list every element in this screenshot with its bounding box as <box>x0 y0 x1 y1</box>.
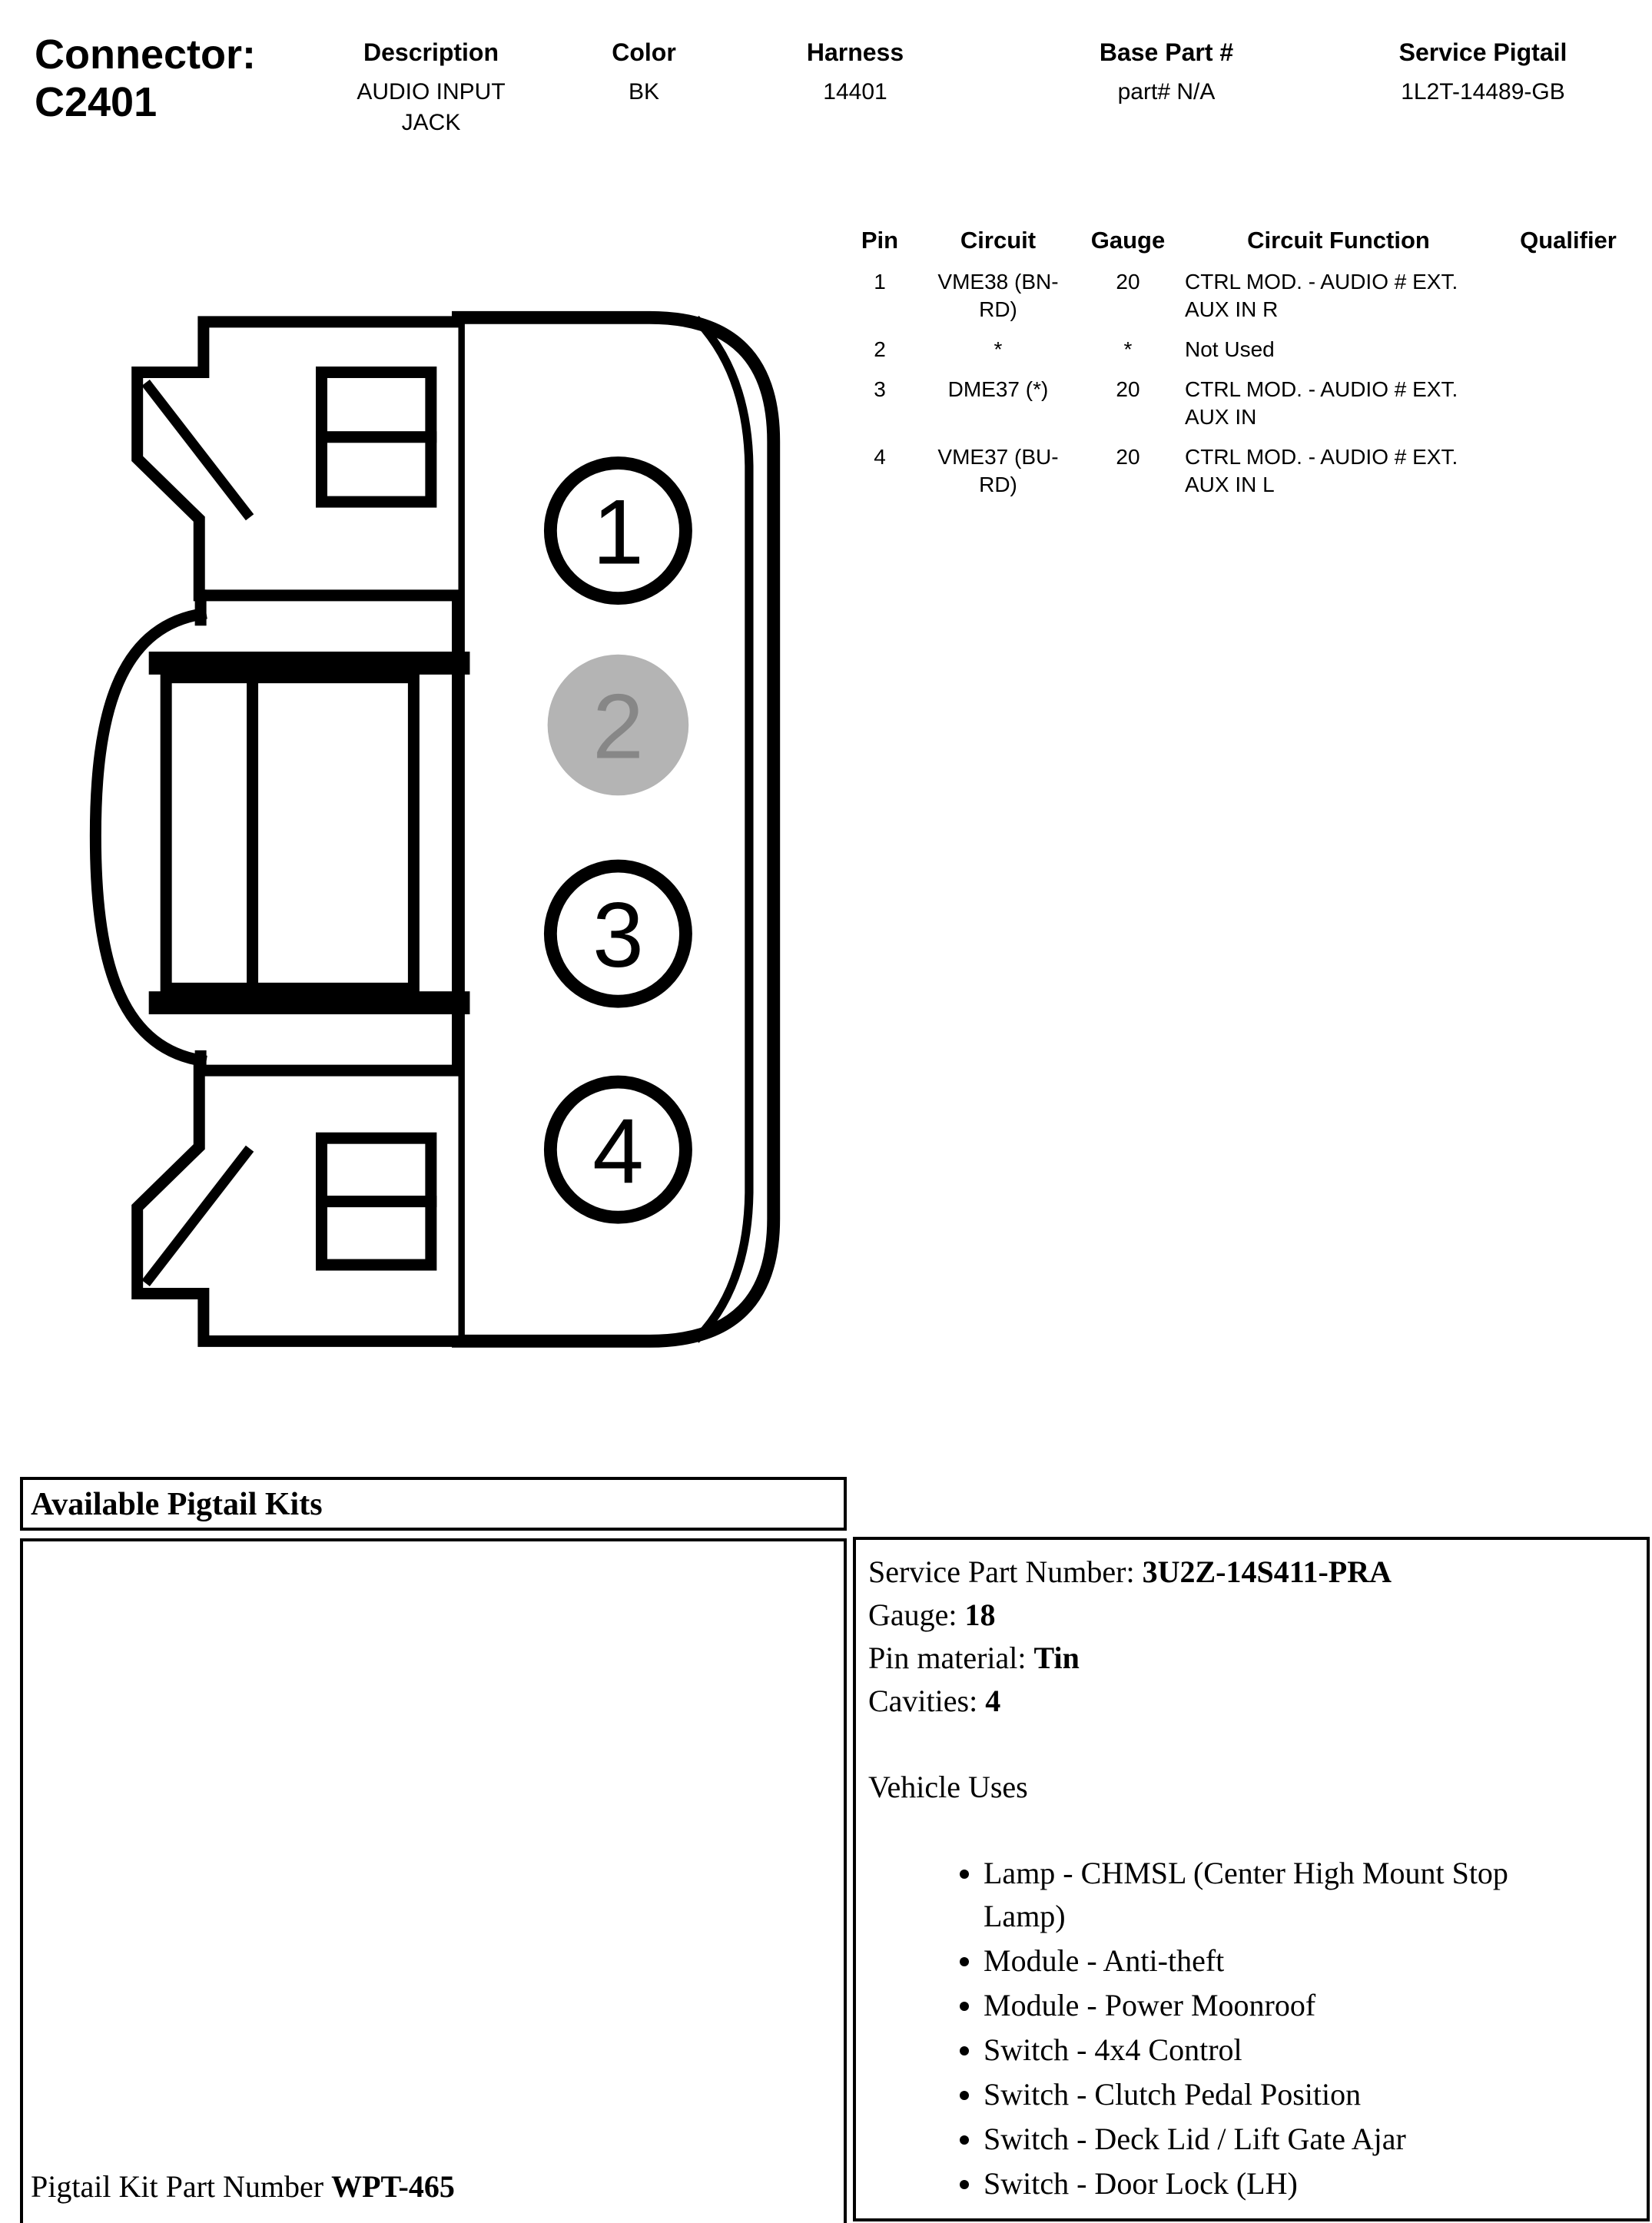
description-label: Description <box>363 38 499 66</box>
kit-part-label: Pigtail Kit Part Number <box>31 2169 324 2204</box>
pigtail-kits-body <box>20 1538 847 2223</box>
kit-part-value: WPT-465 <box>331 2169 455 2204</box>
spec-label: Cavities: <box>868 1684 978 1718</box>
color-label: Color <box>612 38 676 66</box>
function-cell: Not Used <box>1185 337 1275 361</box>
gauge-cell: 20 <box>1116 270 1140 294</box>
function-cell: CTRL MOD. - AUDIO # EXT. AUX IN L <box>1185 445 1458 496</box>
pin-table-header-function: Circuit Function <box>1247 227 1430 254</box>
qualifier-cell <box>1503 323 1634 363</box>
pin-cell: 4 <box>874 445 886 469</box>
spec-value: 4 <box>985 1684 1001 1718</box>
service-pigtail-value: 1L2T-14489-GB <box>1401 79 1565 105</box>
connector-id: C2401 <box>35 79 158 125</box>
pin-table-header-gauge: Gauge <box>1090 227 1166 254</box>
base-part-label: Base Part # <box>1099 38 1234 66</box>
circuit-cell: DME37 (*) <box>947 377 1049 401</box>
housing-lower-cavity-1 <box>321 1138 430 1201</box>
vehicle-use-item: • Lamp - CHMSL (Center High Mount Stop Lamp) <box>984 1852 1591 1938</box>
spec-value: 18 <box>964 1598 996 1632</box>
pin-table-header-circuit: Circuit <box>960 227 1037 254</box>
gauge-cell: 20 <box>1116 377 1140 401</box>
vehicle-use-item: • Switch - Deck Lid / Lift Gate Ajar <box>984 2118 1591 2161</box>
connector-title-label: Connector: <box>35 32 256 78</box>
service-pigtail-label: Service Pigtail <box>1398 38 1567 66</box>
available-pigtail-kits-box <box>20 1477 847 2223</box>
pigtail-kits-box-title: Available Pigtail Kits <box>20 1477 847 1531</box>
pin-cell: 3 <box>874 377 886 401</box>
harness-value: 14401 <box>823 79 887 105</box>
description-value: AUDIO INPUT JACK <box>357 79 506 135</box>
gauge-cell: * <box>1123 337 1133 361</box>
circuit-cell: VME37 (BU-RD) <box>937 445 1059 496</box>
vehicle-use-item: • Module - Anti-theft <box>984 1939 1591 1982</box>
qualifier-cell <box>1503 363 1634 431</box>
service-part-number-line <box>868 1551 1634 1594</box>
spec-label: Pin material: <box>868 1641 1027 1675</box>
header-col-base-part <box>1070 37 1262 108</box>
pin-cell: 2 <box>874 337 886 361</box>
vehicle-uses-title: Vehicle Uses <box>868 1770 1028 1804</box>
pin-cell: 1 <box>874 270 886 294</box>
qualifier-cell <box>1503 256 1634 323</box>
spec-value: Tin <box>1033 1641 1080 1675</box>
vehicle-use-item: • Switch - 4x4 Control <box>984 2029 1591 2072</box>
housing-upper-cavity-1 <box>321 372 430 436</box>
connector-diagram <box>77 286 782 1380</box>
qualifier-cell <box>1503 431 1634 499</box>
housing-middle-block <box>166 678 413 989</box>
spec-label: Gauge: <box>868 1598 957 1632</box>
gauge-line <box>868 1594 1634 1637</box>
pin-number-4: 4 <box>592 1100 644 1203</box>
cavities-line <box>868 1680 1634 1723</box>
header-col-service-pigtail <box>1348 37 1617 108</box>
housing-lower-cavity-2 <box>321 1202 430 1265</box>
header-col-color <box>586 37 702 108</box>
pin-material-line <box>868 1637 1634 1680</box>
pin-table <box>845 225 1634 499</box>
function-cell: CTRL MOD. - AUDIO # EXT. AUX IN <box>1185 377 1458 429</box>
pigtail-kit-part-number <box>31 2168 455 2205</box>
function-cell: CTRL MOD. - AUDIO # EXT. AUX IN R <box>1185 270 1458 321</box>
pin-table-header-pin: Pin <box>861 227 899 254</box>
circuit-cell: * <box>994 337 1003 361</box>
harness-label: Harness <box>806 38 904 66</box>
vehicle-uses-list <box>868 1852 1634 2205</box>
spec-label: Service Part Number: <box>868 1554 1135 1589</box>
housing-upper-cavity-2 <box>321 437 430 502</box>
color-value: BK <box>628 79 660 105</box>
pin-number-1: 1 <box>592 480 644 584</box>
gauge-cell: 20 <box>1116 445 1140 469</box>
vehicle-use-item: • Switch - Door Lock (LH) <box>984 2162 1591 2205</box>
spec-value: 3U2Z-14S411-PRA <box>1142 1554 1392 1589</box>
vehicle-use-item: • Module - Power Moonroof <box>984 1984 1591 2027</box>
header-col-harness <box>778 37 932 108</box>
connector-title <box>35 31 256 126</box>
pin-table-header-qualifier: Qualifier <box>1520 227 1617 254</box>
base-part-value: part# N/A <box>1117 79 1216 105</box>
pin-number-2: 2 <box>592 675 644 778</box>
pin-number-3: 3 <box>592 884 644 987</box>
vehicle-use-item: • Switch - Clutch Pedal Position <box>984 2073 1591 2116</box>
service-part-details-box <box>853 1537 1650 2221</box>
circuit-cell: VME38 (BN-RD) <box>937 270 1059 321</box>
header-col-description <box>316 37 546 138</box>
